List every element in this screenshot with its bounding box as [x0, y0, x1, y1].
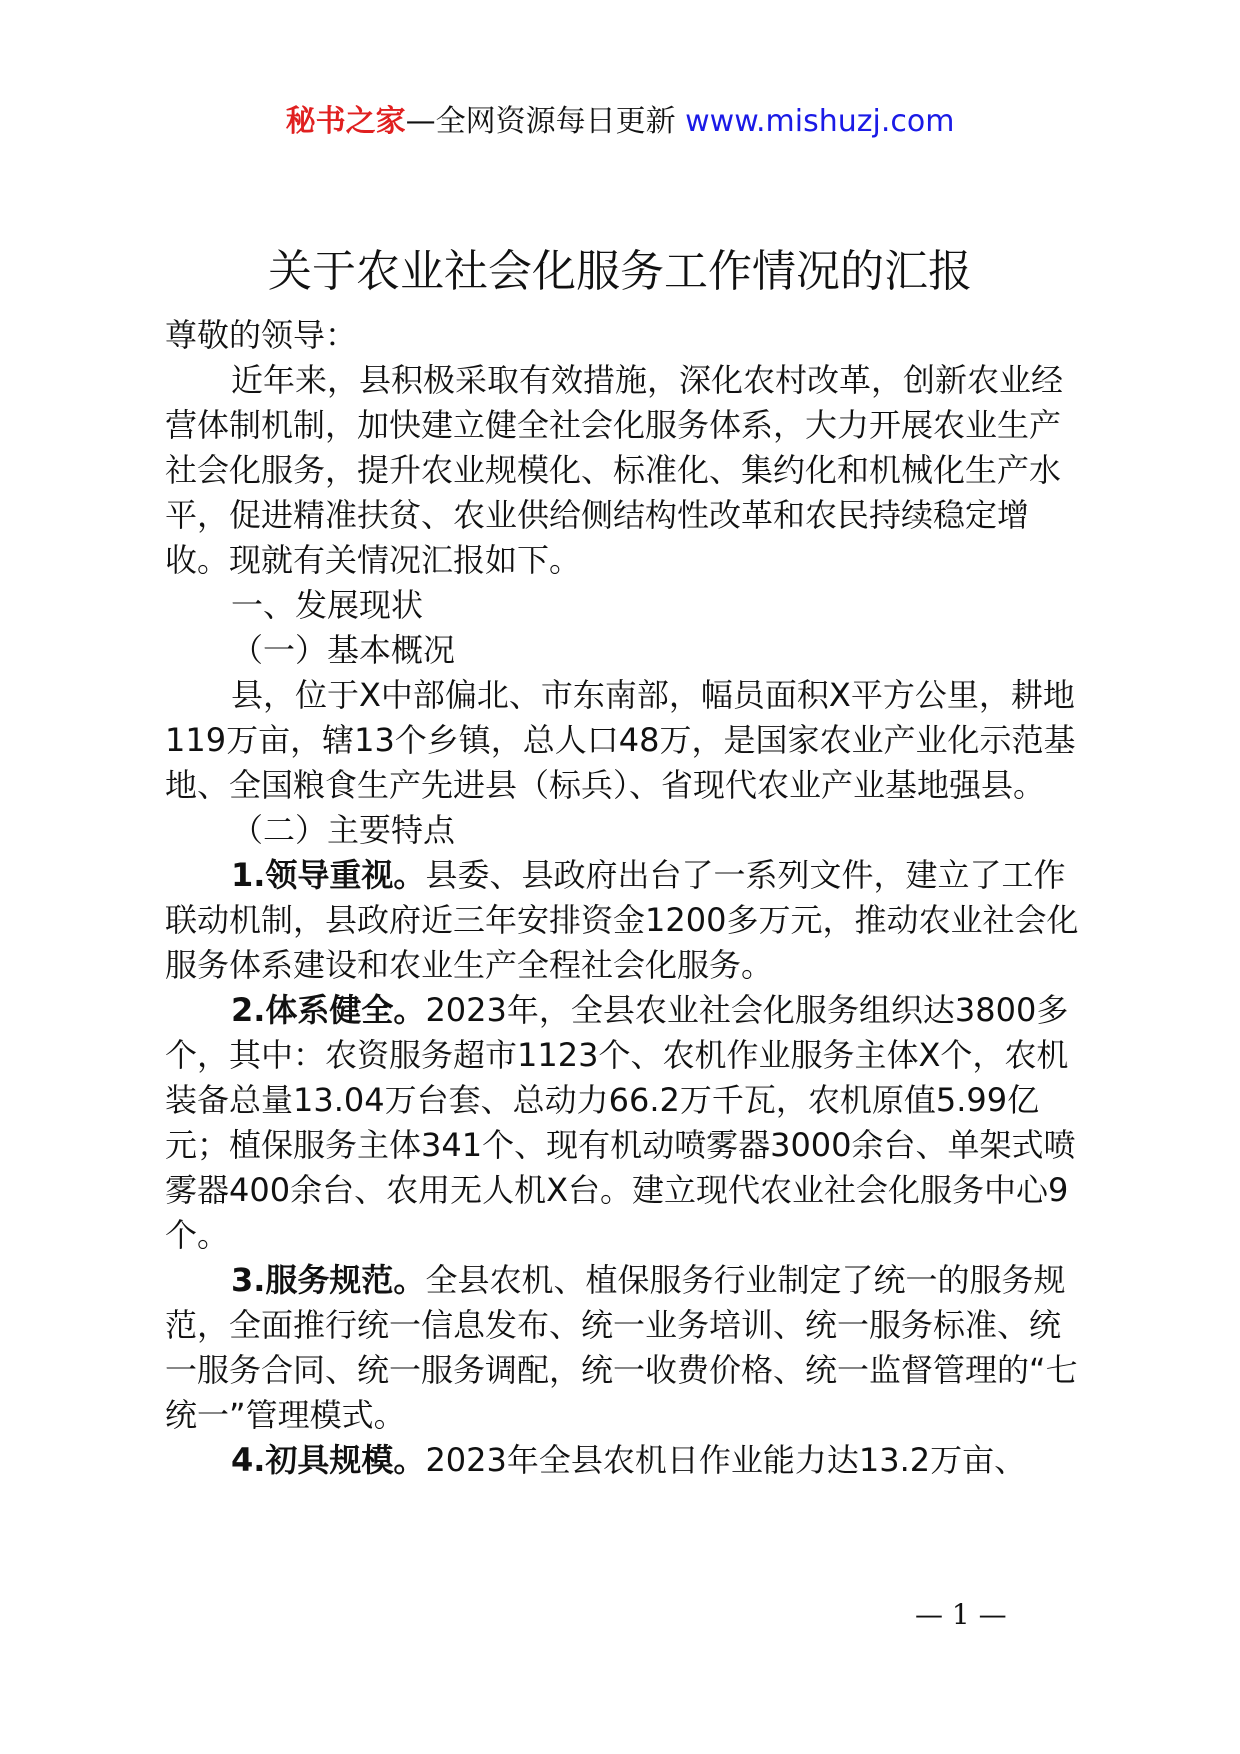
intro-paragraph: 近年来，县积极采取有效措施，深化农村改革，创新农业经营体制机制，加快建立健全社会化服务体系，大力开展农业生产社会化服务，提升农业规模化、标准化、集约化和机械化生产水平，促进精准扶贫、农业供给侧结构性改革和农民持续稳定增收。现就有关情况汇报如下。	[165, 361, 1064, 579]
point-text: 2023年，全县农业社会化服务组织达3800多个，其中：农资服务超市1123个、农机作业服务主体X个，农机装备总量13.04万台套、总动力66.2万千瓦，农机原值5.99亿元；植保服务主体341个、现有机动喷雾器3000余台、单架式喷雾器400余台、农用无人机X台。建立现代农业社会化服务中心9个。	[165, 991, 1076, 1254]
banner-url-link[interactable]: www.mishuzj.com	[685, 104, 955, 139]
point-lead: 1.领导重视。	[231, 856, 426, 894]
point-paragraph	[165, 1258, 1085, 1438]
point-lead: 4.初具规模。	[231, 1441, 426, 1479]
point-text: 全县农机、植保服务行业制定了统一的服务规范，全面推行统一信息发布、统一业务培训、统一服务标准、统一服务合同、统一服务调配，统一收费价格、统一监督管理的“七统一”管理模式。	[165, 1261, 1078, 1434]
salutation: 尊敬的领导：	[165, 316, 358, 354]
overview-paragraph: 县，位于X中部偏北、市东南部，幅员面积X平方公里，耕地119万亩，辖13个乡镇，总人口48万，是国家农业产业化示范基地、全国粮食生产先进县（标兵）、省现代农业产业基地强县。	[165, 676, 1076, 804]
banner-brand: 秘书之家	[285, 104, 406, 139]
point-lead: 3.服务规范。	[231, 1261, 426, 1299]
section-heading: 一、发展现状	[231, 586, 424, 624]
subsection-heading: （二）主要特点	[231, 811, 456, 849]
point-paragraph	[165, 1438, 1085, 1483]
point-paragraph	[165, 988, 1085, 1258]
point-lead: 2.体系健全。	[231, 991, 426, 1029]
banner-tagline: —全网资源每日更新	[405, 104, 676, 139]
document-body	[165, 313, 1085, 1483]
point-text: 县委、县政府出台了一系列文件，建立了工作联动机制，县政府近三年安排资金1200多万元，推动农业社会化服务体系建设和农业生产全程社会化服务。	[165, 856, 1079, 984]
document-title: 关于农业社会化服务工作情况的汇报	[268, 246, 972, 297]
subsection-heading: （一）基本概况	[231, 631, 456, 669]
page-number: — 1 —	[915, 1598, 1007, 1631]
point-paragraph	[165, 853, 1085, 988]
point-text: 2023年全县农机日作业能力达13.2万亩、	[425, 1441, 1027, 1479]
site-banner	[0, 100, 1240, 144]
